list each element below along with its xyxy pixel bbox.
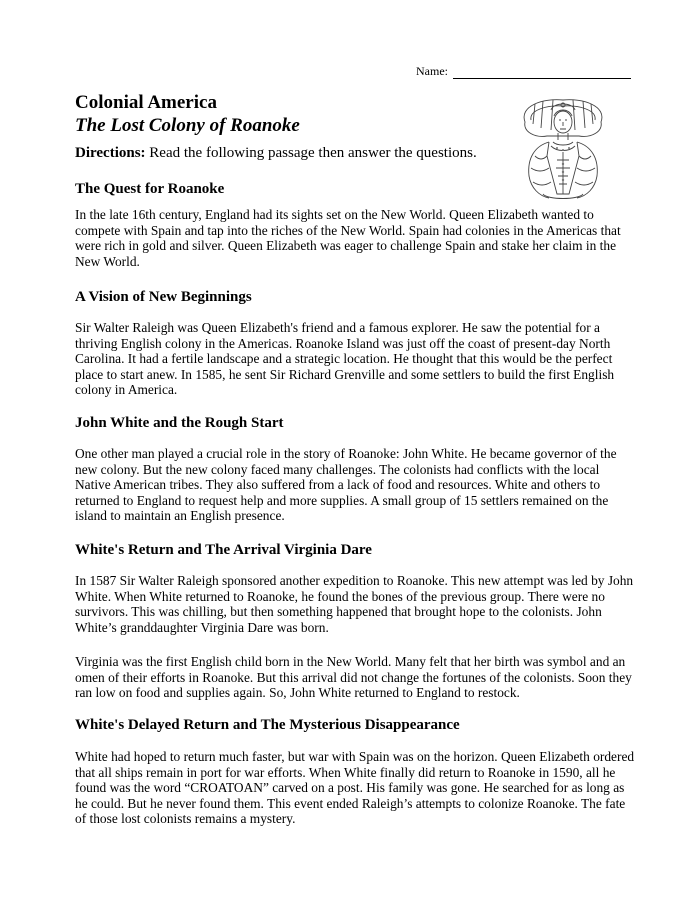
section-paragraph: Virginia was the first English child born in the New World. Many felt that her birth was symbol and an omen of their efforts in Roanoke. But this arrival did not change the fortunes of the colonists. Soon they ran low on food and supplies again. So, John White returned to England to restock. — [75, 654, 632, 701]
section-paragraph: White had hoped to return much faster, but war with Spain was on the horizon. Queen Elizabeth ordered that all ships remain in port for war efforts. When White finally did return to Roanoke in 1590, all he found was the word “CROATOAN” carved on a post. His family was gone. He searched for as long as he could. But he never found them. This event ended Raleigh’s attempts to colonize Roanoke. The fate of those lost colonists remains a mystery. — [75, 749, 635, 827]
section-heading: The Quest for Roanoke — [75, 181, 225, 197]
section-heading: A Vision of New Beginnings — [75, 289, 252, 305]
page-subtitle: The Lost Colony of Roanoke — [75, 115, 300, 136]
section-paragraph: In 1587 Sir Walter Raleigh sponsored another expedition to Roanoke. This new attempt was led by John White. When White returned to Roanoke, he found the bones of the previous group. There were no survivors. This was chilling, but then something happened that brought hope to the colonists. John White’s granddaughter Virginia Dare was born. — [75, 573, 634, 635]
section-paragraph: Sir Walter Raleigh was Queen Elizabeth's friend and a famous explorer. He saw the potential for a thriving English colony in the Americas. Roanoke Island was just off the coast of present-day North Carolina. It had a fertile landscape and a strategic location. He thought that this would be the perfect place to start anew. In 1585, he sent Sir Richard Grenville and some settlers to build the first English colony in America. — [75, 320, 615, 398]
name-field[interactable] — [416, 64, 631, 79]
section-heading: White's Return and The Arrival Virginia Dare — [75, 542, 372, 558]
section-paragraph: One other man played a crucial role in the story of Roanoke: John White. He became governor of the new colony. But the new colony faced many challenges. The colonists had conflicts with the local Native American tribes. They also suffered from a lack of food and resources. White and others to returned to England to request help and more supplies. A small group of 15 settlers remained on the island to maintain an English presence. — [75, 446, 617, 524]
directions-label: Directions: — [75, 145, 146, 161]
queen-elizabeth-portrait-icon — [513, 96, 613, 202]
section-heading: John White and the Rough Start — [75, 415, 284, 431]
page-title: Colonial America — [75, 92, 217, 113]
directions-text: Read the following passage then answer the questions. — [145, 145, 477, 161]
directions — [75, 144, 515, 162]
name-blank-line[interactable] — [453, 66, 631, 79]
name-label: Name: — [416, 64, 448, 78]
section-heading: White's Delayed Return and The Mysterious Disappearance — [75, 717, 460, 733]
section-paragraph: In the late 16th century, England had its sights set on the New World. Queen Elizabeth wanted to compete with Spain and tap into the riches of the New World. Spain had colonies in the Americas that were rich in gold and silver. Queen Elizabeth was eager to challenge Spain and stake her claim in the New World. — [75, 207, 621, 269]
